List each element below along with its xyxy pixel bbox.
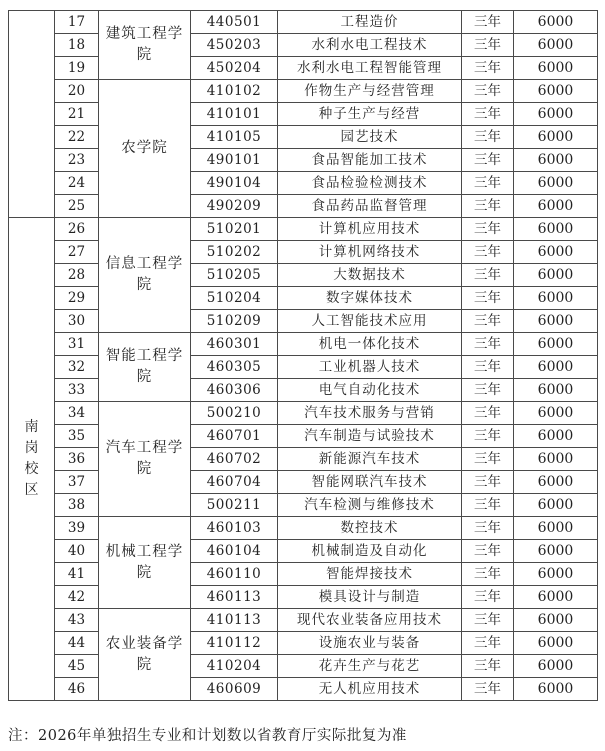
row-number-cell: 33 <box>55 379 99 402</box>
major-code-cell: 410112 <box>191 632 278 655</box>
duration-cell: 三年 <box>462 34 514 57</box>
plan-count-cell: 6000 <box>514 241 598 264</box>
table-row <box>9 632 598 655</box>
major-name-cell: 汽车检测与维修技术 <box>278 494 462 517</box>
major-name-cell: 食品检验检测技术 <box>278 172 462 195</box>
plan-count-cell: 6000 <box>514 402 598 425</box>
major-name-cell: 机电一体化技术 <box>278 333 462 356</box>
plan-count-cell: 6000 <box>514 586 598 609</box>
major-name-cell: 作物生产与经营管理 <box>278 80 462 103</box>
duration-cell: 三年 <box>462 172 514 195</box>
major-code-cell: 460305 <box>191 356 278 379</box>
campus-cell <box>9 218 55 701</box>
duration-cell: 三年 <box>462 149 514 172</box>
table-row <box>9 241 598 264</box>
college-cell: 智能工程学院 <box>99 333 191 402</box>
duration-cell: 三年 <box>462 678 514 701</box>
duration-cell: 三年 <box>462 80 514 103</box>
major-name-cell: 智能焊接技术 <box>278 563 462 586</box>
row-number-cell: 25 <box>55 195 99 218</box>
plan-count-cell: 6000 <box>514 448 598 471</box>
plan-count-cell: 6000 <box>514 57 598 80</box>
plan-count-cell: 6000 <box>514 333 598 356</box>
major-code-cell: 460104 <box>191 540 278 563</box>
major-code-cell: 460609 <box>191 678 278 701</box>
duration-cell: 三年 <box>462 11 514 34</box>
duration-cell: 三年 <box>462 356 514 379</box>
table-row <box>9 333 598 356</box>
plan-count-cell: 6000 <box>514 425 598 448</box>
college-cell: 信息工程学院 <box>99 218 191 333</box>
table-row <box>9 11 598 34</box>
duration-cell: 三年 <box>462 195 514 218</box>
row-number-cell: 26 <box>55 218 99 241</box>
row-number-cell: 38 <box>55 494 99 517</box>
duration-cell: 三年 <box>462 448 514 471</box>
row-number-cell: 21 <box>55 103 99 126</box>
major-name-cell: 数字媒体技术 <box>278 287 462 310</box>
row-number-cell: 40 <box>55 540 99 563</box>
major-name-cell: 水利水电工程智能管理 <box>278 57 462 80</box>
major-name-cell: 食品药品监督管理 <box>278 195 462 218</box>
row-number-cell: 24 <box>55 172 99 195</box>
plan-count-cell: 6000 <box>514 126 598 149</box>
row-number-cell: 28 <box>55 264 99 287</box>
major-name-cell: 无人机应用技术 <box>278 678 462 701</box>
plan-count-cell: 6000 <box>514 310 598 333</box>
college-cell: 农学院 <box>99 80 191 218</box>
major-code-cell: 460702 <box>191 448 278 471</box>
row-number-cell: 19 <box>55 57 99 80</box>
plan-count-cell: 6000 <box>514 563 598 586</box>
table-row <box>9 655 598 678</box>
row-number-cell: 43 <box>55 609 99 632</box>
table-row <box>9 586 598 609</box>
major-code-cell: 410113 <box>191 609 278 632</box>
major-name-cell: 大数据技术 <box>278 264 462 287</box>
row-number-cell: 29 <box>55 287 99 310</box>
table-row <box>9 80 598 103</box>
duration-cell: 三年 <box>462 517 514 540</box>
major-name-cell: 食品智能加工技术 <box>278 149 462 172</box>
major-code-cell: 490209 <box>191 195 278 218</box>
major-name-cell: 电气自动化技术 <box>278 379 462 402</box>
plan-count-cell: 6000 <box>514 80 598 103</box>
major-plan-table <box>8 10 598 701</box>
plan-count-cell: 6000 <box>514 103 598 126</box>
duration-cell: 三年 <box>462 402 514 425</box>
table-row <box>9 494 598 517</box>
major-name-cell: 机械制造及自动化 <box>278 540 462 563</box>
major-code-cell: 490101 <box>191 149 278 172</box>
major-name-cell: 新能源汽车技术 <box>278 448 462 471</box>
major-code-cell: 450204 <box>191 57 278 80</box>
campus-cell <box>9 11 55 218</box>
table-row <box>9 57 598 80</box>
duration-cell: 三年 <box>462 241 514 264</box>
college-cell: 建筑工程学院 <box>99 11 191 80</box>
row-number-cell: 34 <box>55 402 99 425</box>
table-row <box>9 563 598 586</box>
table-row <box>9 609 598 632</box>
major-name-cell: 设施农业与装备 <box>278 632 462 655</box>
college-cell: 机械工程学院 <box>99 517 191 609</box>
major-code-cell: 510201 <box>191 218 278 241</box>
duration-cell: 三年 <box>462 563 514 586</box>
row-number-cell: 17 <box>55 11 99 34</box>
table-row <box>9 678 598 701</box>
duration-cell: 三年 <box>462 57 514 80</box>
duration-cell: 三年 <box>462 379 514 402</box>
major-name-cell: 人工智能技术应用 <box>278 310 462 333</box>
table-row <box>9 218 598 241</box>
major-name-cell: 种子生产与经营 <box>278 103 462 126</box>
row-number-cell: 35 <box>55 425 99 448</box>
table-row <box>9 34 598 57</box>
table-row <box>9 379 598 402</box>
table-row <box>9 540 598 563</box>
duration-cell: 三年 <box>462 609 514 632</box>
major-code-cell: 490104 <box>191 172 278 195</box>
table-row <box>9 471 598 494</box>
table-row <box>9 402 598 425</box>
table-row <box>9 448 598 471</box>
plan-count-cell: 6000 <box>514 149 598 172</box>
plan-count-cell: 6000 <box>514 678 598 701</box>
plan-count-cell: 6000 <box>514 195 598 218</box>
major-name-cell: 花卉生产与花艺 <box>278 655 462 678</box>
major-code-cell: 460701 <box>191 425 278 448</box>
row-number-cell: 27 <box>55 241 99 264</box>
plan-count-cell: 6000 <box>514 287 598 310</box>
table-row <box>9 356 598 379</box>
plan-count-cell: 6000 <box>514 655 598 678</box>
campus-name: 南岗校区 <box>24 419 39 498</box>
table-row <box>9 310 598 333</box>
major-code-cell: 410204 <box>191 655 278 678</box>
major-name-cell: 工程造价 <box>278 11 462 34</box>
major-code-cell: 460103 <box>191 517 278 540</box>
row-number-cell: 30 <box>55 310 99 333</box>
plan-count-cell: 6000 <box>514 471 598 494</box>
footnote: 注：2026年单独招生专业和计划数以省教育厅实际批复为准 <box>8 728 407 744</box>
table-row <box>9 425 598 448</box>
major-name-cell: 计算机网络技术 <box>278 241 462 264</box>
major-name-cell: 计算机应用技术 <box>278 218 462 241</box>
duration-cell: 三年 <box>462 287 514 310</box>
table-row <box>9 126 598 149</box>
major-name-cell: 智能网联汽车技术 <box>278 471 462 494</box>
major-name-cell: 模具设计与制造 <box>278 586 462 609</box>
row-number-cell: 41 <box>55 563 99 586</box>
plan-count-cell: 6000 <box>514 172 598 195</box>
row-number-cell: 42 <box>55 586 99 609</box>
table-row <box>9 195 598 218</box>
plan-count-cell: 6000 <box>514 609 598 632</box>
row-number-cell: 18 <box>55 34 99 57</box>
plan-count-cell: 6000 <box>514 356 598 379</box>
row-number-cell: 31 <box>55 333 99 356</box>
major-code-cell: 460110 <box>191 563 278 586</box>
plan-count-cell: 6000 <box>514 34 598 57</box>
duration-cell: 三年 <box>462 126 514 149</box>
row-number-cell: 32 <box>55 356 99 379</box>
major-name-cell: 汽车制造与试验技术 <box>278 425 462 448</box>
major-code-cell: 460113 <box>191 586 278 609</box>
table-row <box>9 149 598 172</box>
major-code-cell: 510205 <box>191 264 278 287</box>
table-row <box>9 264 598 287</box>
major-code-cell: 460306 <box>191 379 278 402</box>
plan-count-cell: 6000 <box>514 379 598 402</box>
major-name-cell: 工业机器人技术 <box>278 356 462 379</box>
duration-cell: 三年 <box>462 586 514 609</box>
plan-count-cell: 6000 <box>514 632 598 655</box>
row-number-cell: 45 <box>55 655 99 678</box>
major-code-cell: 410101 <box>191 103 278 126</box>
major-name-cell: 水利水电工程技术 <box>278 34 462 57</box>
table-row <box>9 517 598 540</box>
duration-cell: 三年 <box>462 218 514 241</box>
major-name-cell: 园艺技术 <box>278 126 462 149</box>
duration-cell: 三年 <box>462 310 514 333</box>
row-number-cell: 39 <box>55 517 99 540</box>
plan-count-cell: 6000 <box>514 494 598 517</box>
row-number-cell: 22 <box>55 126 99 149</box>
duration-cell: 三年 <box>462 425 514 448</box>
plan-count-cell: 6000 <box>514 218 598 241</box>
major-code-cell: 440501 <box>191 11 278 34</box>
duration-cell: 三年 <box>462 264 514 287</box>
row-number-cell: 46 <box>55 678 99 701</box>
major-code-cell: 410105 <box>191 126 278 149</box>
row-number-cell: 37 <box>55 471 99 494</box>
major-code-cell: 500210 <box>191 402 278 425</box>
major-code-cell: 510209 <box>191 310 278 333</box>
row-number-cell: 36 <box>55 448 99 471</box>
major-name-cell: 数控技术 <box>278 517 462 540</box>
major-name-cell: 汽车技术服务与营销 <box>278 402 462 425</box>
major-code-cell: 510202 <box>191 241 278 264</box>
plan-count-cell: 6000 <box>514 264 598 287</box>
plan-count-cell: 6000 <box>514 540 598 563</box>
major-name-cell: 现代农业装备应用技术 <box>278 609 462 632</box>
table-row <box>9 287 598 310</box>
table-row <box>9 172 598 195</box>
plan-count-cell: 6000 <box>514 517 598 540</box>
duration-cell: 三年 <box>462 471 514 494</box>
duration-cell: 三年 <box>462 103 514 126</box>
duration-cell: 三年 <box>462 540 514 563</box>
major-code-cell: 510204 <box>191 287 278 310</box>
duration-cell: 三年 <box>462 632 514 655</box>
duration-cell: 三年 <box>462 494 514 517</box>
plan-count-cell: 6000 <box>514 11 598 34</box>
major-code-cell: 410102 <box>191 80 278 103</box>
row-number-cell: 20 <box>55 80 99 103</box>
row-number-cell: 23 <box>55 149 99 172</box>
college-cell: 汽车工程学院 <box>99 402 191 517</box>
major-code-cell: 500211 <box>191 494 278 517</box>
major-code-cell: 460704 <box>191 471 278 494</box>
major-code-cell: 450203 <box>191 34 278 57</box>
row-number-cell: 44 <box>55 632 99 655</box>
major-code-cell: 460301 <box>191 333 278 356</box>
duration-cell: 三年 <box>462 333 514 356</box>
duration-cell: 三年 <box>462 655 514 678</box>
college-cell: 农业装备学院 <box>99 609 191 701</box>
table-row <box>9 103 598 126</box>
